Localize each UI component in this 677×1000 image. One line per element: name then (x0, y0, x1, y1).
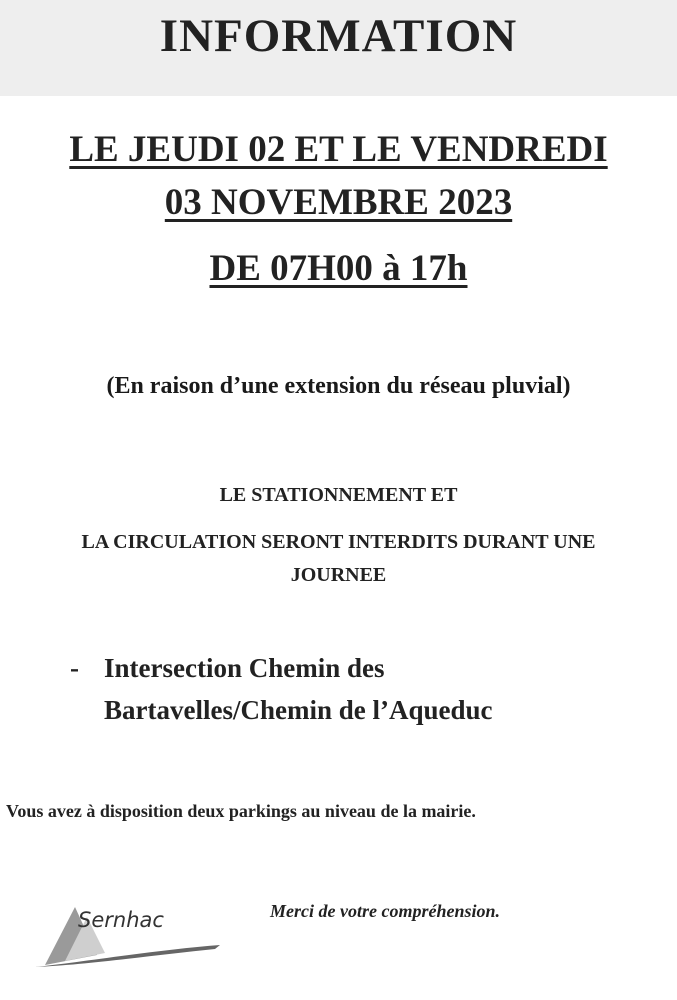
date-line-2: 03 NOVEMBRE 2023 (164, 182, 513, 223)
logo-text: Sernhac (78, 908, 164, 932)
time-range: DE 07H00 à 17h (209, 248, 468, 289)
reason-text: (En raison d’une extension du réseau pluvial) (106, 373, 571, 399)
notice-line-3: JOURNEE (290, 564, 387, 586)
page-title: INFORMATION (159, 10, 518, 62)
date-line-1: LE JEUDI 02 ET LE VENDREDI (69, 129, 608, 170)
date-line-1-container (0, 128, 677, 172)
sernhac-logo-icon (35, 895, 225, 970)
bullet-dash: - (70, 653, 79, 683)
time-range-container (0, 247, 677, 291)
notice-line-2: LA CIRCULATION SERONT INTERDITS DURANT UNE (81, 531, 596, 553)
thanks-text: Merci de votre compréhension. (270, 901, 500, 921)
parking-info: Vous avez à disposition deux parkings au niveau de la mairie. (6, 801, 476, 821)
location-line-2: Bartavelles/Chemin de l’Aqueduc (104, 695, 493, 725)
location-item (70, 647, 630, 731)
location-line-1: Intersection Chemin des (104, 653, 385, 683)
notice-line-1: LE STATIONNEMENT ET (219, 484, 458, 506)
date-line-2-container (0, 181, 677, 225)
